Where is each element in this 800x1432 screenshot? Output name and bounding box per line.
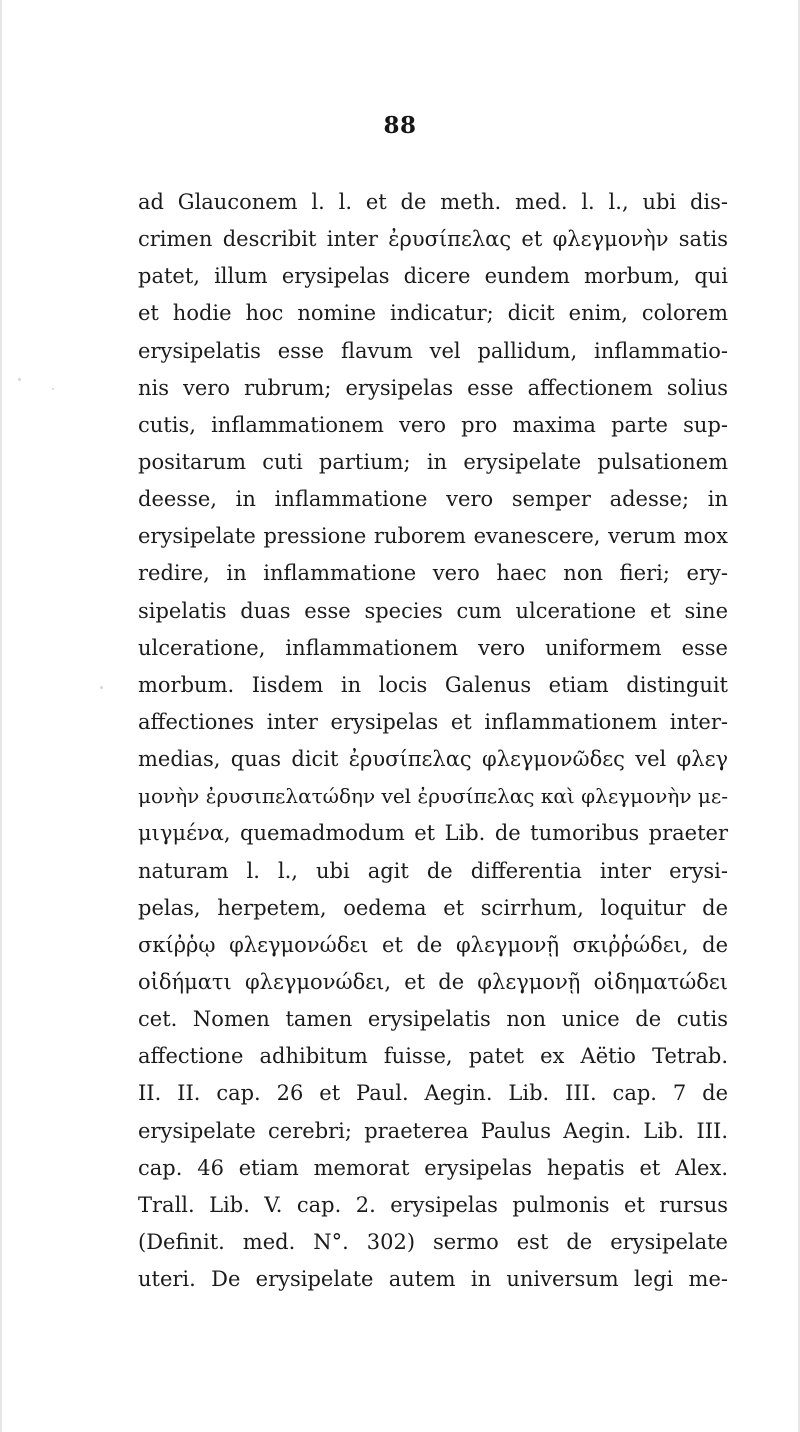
page-number: 88 (383, 112, 417, 139)
paper-speck (100, 686, 103, 689)
text-line: erysipelate pressione ruborem evanescere, verum mox (138, 524, 728, 549)
text-line: patet, illum erysipelas dicere eundem morbum, qui (138, 264, 728, 289)
text-line: deesse, in inflammatione vero semper adesse; in (138, 487, 728, 512)
text-line: erysipelate cerebri; praeterea Paulus Aegin. Lib. III. (138, 1118, 728, 1143)
text-line: μιγμένα, quemadmodum et Lib. de tumoribus praeter (138, 821, 728, 846)
text-line: affectione adhibitum fuisse, patet ex Aëtio Tetrab. (138, 1044, 728, 1069)
text-line: μονὴν ἐρυσιπελατώδην vel ἐρυσίπελας καὶ φλεγμονὴν με- (138, 784, 728, 809)
text-line: positarum cuti partium; in erysipelate pulsationem (138, 449, 728, 474)
page-edge-left (0, 0, 2, 1432)
text-line: cap. 46 etiam memorat erysipelas hepatis et Alex. (138, 1155, 728, 1180)
text-line: cutis, inflammationem vero pro maxima parte sup- (138, 412, 728, 437)
text-line: morbum. Iisdem in locis Galenus etiam distinguit (138, 672, 728, 697)
text-line: uteri. De erysipelate autem in universum legi me- (138, 1267, 728, 1292)
text-line: II. II. cap. 26 et Paul. Aegin. Lib. III. cap. 7 de (138, 1081, 728, 1106)
text-line: sipelatis duas esse species cum ulceratione et sine (138, 598, 728, 623)
text-line: erysipelatis esse flavum vel pallidum, inflammatio- (138, 338, 728, 363)
body-text (138, 184, 728, 1298)
text-line: ulceratione, inflammationem vero uniformem esse (138, 635, 728, 660)
text-line: affectiones inter erysipelas et inflammationem inter- (138, 709, 728, 734)
text-line: pelas, herpetem, oedema et scirrhum, loquitur de (138, 895, 728, 920)
paper-speck (52, 388, 54, 390)
text-line: σκίῤῥῳ φλεγμονώδει et de φλεγμονῇ σκιῤῥώδει, de (138, 932, 728, 957)
paper-speck (18, 378, 21, 381)
text-line: et hodie hoc nomine indicatur; dicit enim, colorem (138, 301, 728, 326)
text-line: Trall. Lib. V. cap. 2. erysipelas pulmonis et rursus (138, 1192, 728, 1217)
text-line: nis vero rubrum; erysipelas esse affectionem solius (138, 375, 728, 400)
text-line: ad Glauconem l. l. et de meth. med. l. l., ubi dis- (138, 190, 728, 214)
text-line: οἰδήματι φλεγμονώδει, et de φλεγμονῇ οἰδηματώδει (138, 969, 728, 994)
text-line: crimen describit inter ἐρυσίπελας et φλεγμονὴν satis (138, 227, 728, 252)
text-line: (Definit. med. N°. 302) sermo est de erysipelate (138, 1229, 728, 1254)
text-line: cet. Nomen tamen erysipelatis non unice de cutis (138, 1007, 728, 1032)
text-line: redire, in inflammatione vero haec non fieri; ery- (138, 561, 728, 586)
text-line: medias, quas dicit ἐρυσίπελας φλεγμονῶδες vel φλεγ (138, 747, 728, 772)
text-line: naturam l. l., ubi agit de differentia inter erysi- (138, 858, 728, 883)
